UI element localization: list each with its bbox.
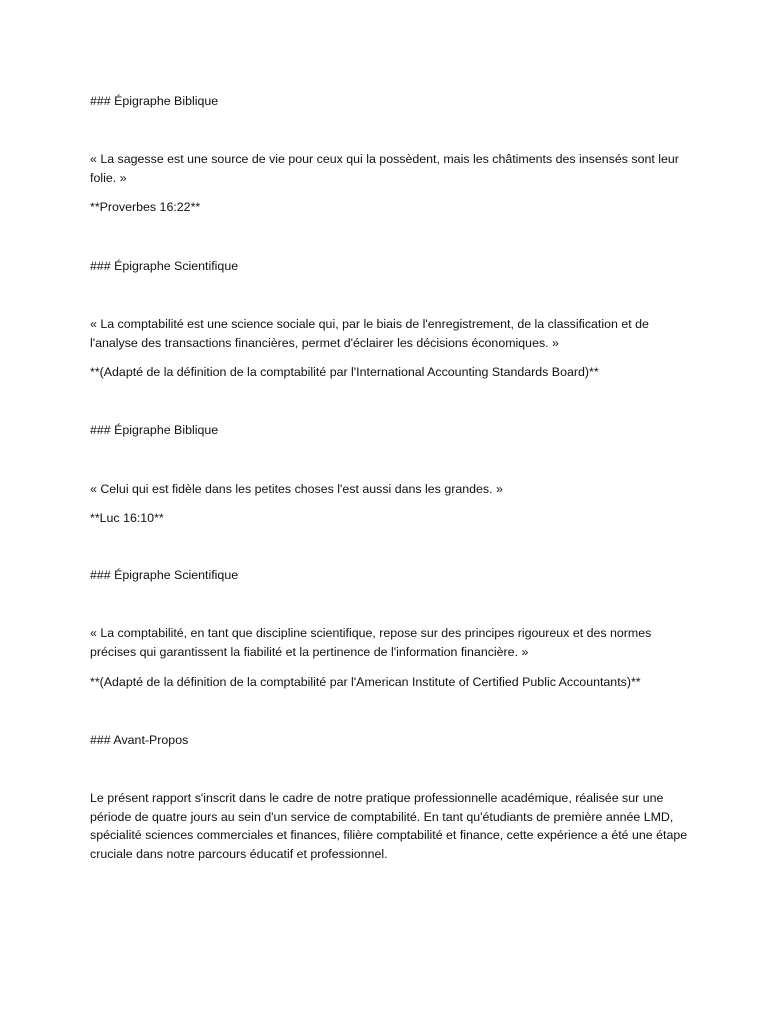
epigraph-quote: « La comptabilité, en tant que discipline scientifique, repose sur des principes rigoureux et des normes précises qui garantissent la fiabilité et la pertinence de l'information financière. » xyxy=(90,626,652,659)
section-heading: ### Épigraphe Biblique xyxy=(90,94,219,108)
section-heading: ### Épigraphe Biblique xyxy=(90,423,219,437)
epigraph-source: **Proverbes 16:22** xyxy=(90,200,201,214)
foreword-paragraph: Le présent rapport s'inscrit dans le cadre de notre pratique professionnelle académique, réalisée sur une période de quatre jours au sein d'un service de comptabilité. En tant qu'étudiants de première année LMD, spécialité sciences commerciales et finances, filière comptabilité et finance, cette expérience a été une étape cruciale dans notre parcours éducatif et professionnel. xyxy=(90,791,688,861)
section-heading: ### Épigraphe Scientifique xyxy=(90,568,239,582)
section-heading: ### Épigraphe Scientifique xyxy=(90,259,239,273)
epigraph-source: **(Adapté de la définition de la comptabilité par l'International Accounting Standards Board)** xyxy=(90,365,599,379)
section-heading: ### Avant-Propos xyxy=(90,733,189,747)
epigraph-quote: « La comptabilité est une science sociale qui, par le biais de l'enregistrement, de la classification et de l'analyse des transactions financières, permet d'éclairer les décisions économiques. » xyxy=(90,317,649,350)
epigraph-quote: « La sagesse est une source de vie pour ceux qui la possèdent, mais les châtiments des insensés sont leur folie. » xyxy=(90,152,679,185)
epigraph-source: **Luc 16:10** xyxy=(90,511,164,525)
epigraph-quote: « Celui qui est fidèle dans les petites choses l'est aussi dans les grandes. » xyxy=(90,482,503,496)
epigraph-source: **(Adapté de la définition de la comptabilité par l'American Institute of Certified Public Accountants)** xyxy=(90,675,641,689)
